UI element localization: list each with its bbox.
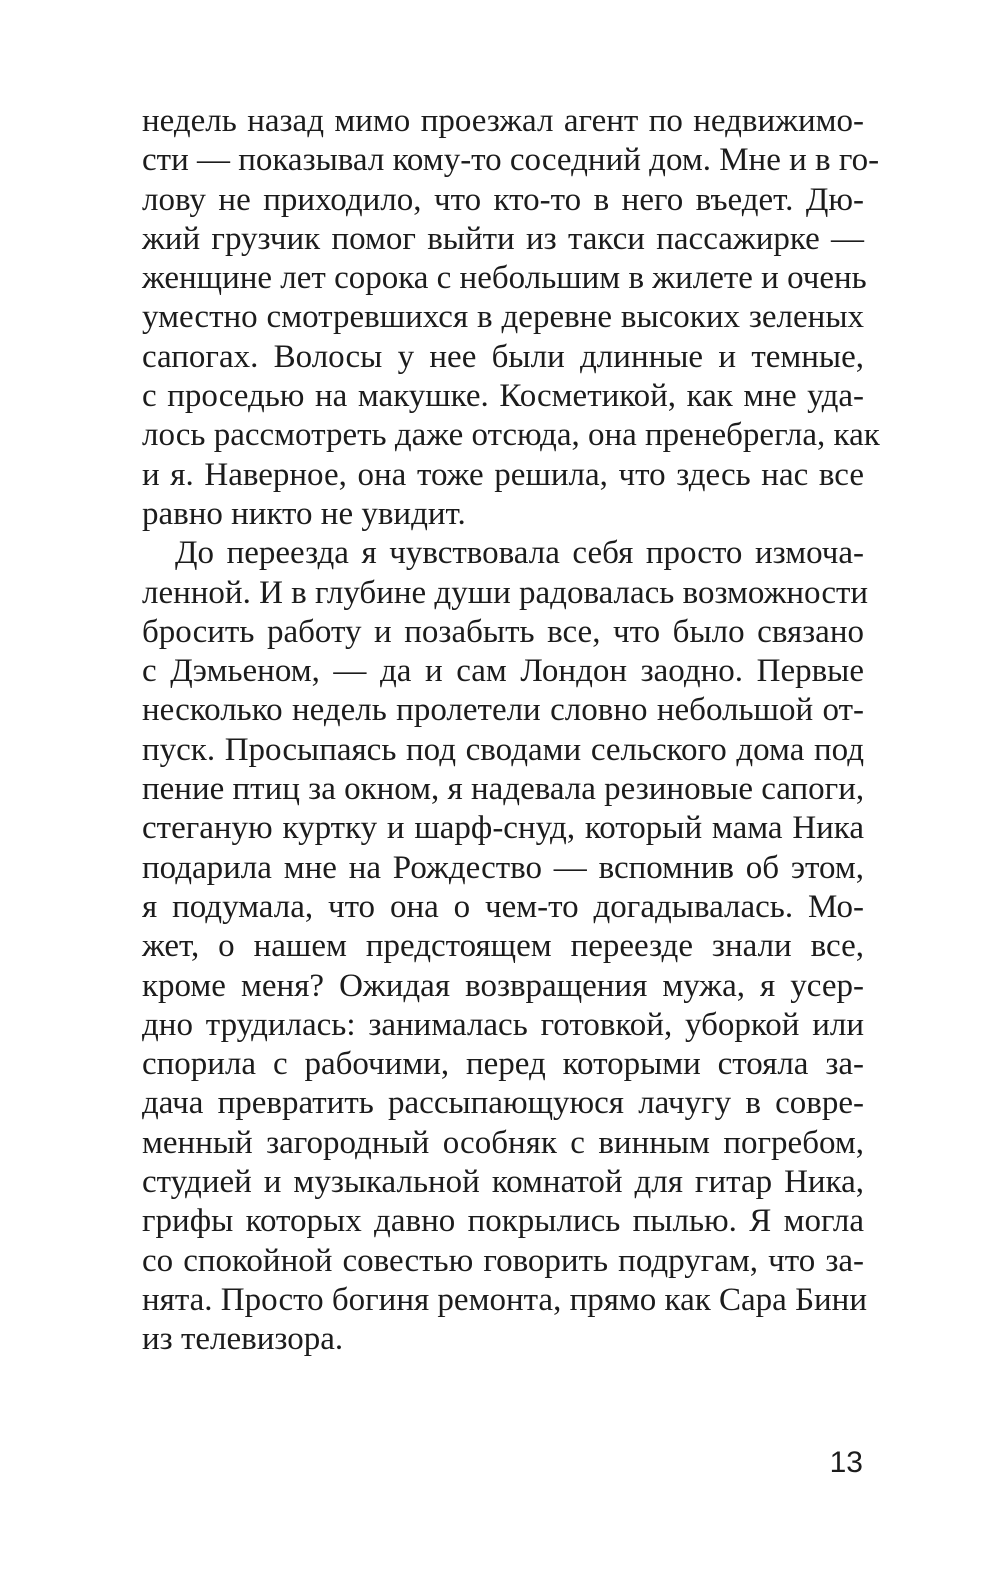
text-line: лось рассмотреть даже отсюда, она пренебрегла, как bbox=[142, 417, 880, 454]
text-line: пение птиц за окном, я надевала резиновые сапоги, bbox=[142, 771, 865, 808]
text-line: сапогах. Волосы у нее были длинные и темные, bbox=[142, 338, 864, 375]
text-line: нята. Просто богиня ремонта, прямо как Сара Бини bbox=[142, 1281, 868, 1318]
text-line: равно никто не увидит. bbox=[142, 495, 466, 532]
text-line: дача превратить рассыпающуюся лачугу в совре- bbox=[142, 1085, 864, 1122]
page-number: 13 bbox=[829, 1446, 863, 1479]
body-text bbox=[142, 102, 880, 1360]
text-line: лову не приходило, что кто-то в него въедет. Дю- bbox=[142, 181, 864, 218]
text-line: менный загородный особняк с винным погребом, bbox=[142, 1124, 864, 1161]
text-line: пуск. Просыпаясь под сводами сельского дома под bbox=[142, 731, 864, 768]
text-line: подарила мне на Рождество — вспомнив об этом, bbox=[142, 849, 864, 886]
text-line: жий грузчик помог выйти из такси пассажирке — bbox=[142, 220, 864, 257]
text-line: с проседью на макушке. Косметикой, как мне уда- bbox=[142, 378, 864, 415]
text-line: бросить работу и позабыть все, что было связано bbox=[142, 613, 864, 650]
text-line: жет, о нашем предстоящем переезде знали все, bbox=[142, 928, 864, 965]
paragraph-2 bbox=[142, 534, 869, 1359]
text-line: со спокойной совестью говорить подругам, что за- bbox=[142, 1242, 864, 1279]
text-line: и я. Наверное, она тоже решила, что здесь нас все bbox=[142, 456, 864, 493]
text-line: До переезда я чувствовала себя просто измоча- bbox=[175, 535, 864, 572]
text-line: женщине лет сорока с небольшим в жилете и очень bbox=[142, 260, 867, 297]
text-line: студией и музыкальной комнатой для гитар Ника, bbox=[142, 1164, 864, 1201]
paragraph-1 bbox=[142, 102, 880, 534]
text-line: дно трудилась: занималась готовкой, уборкой или bbox=[142, 1006, 864, 1043]
text-line: я подумала, что она о чем-то догадывалась. Мо- bbox=[142, 888, 864, 925]
text-line: из телевизора. bbox=[142, 1321, 344, 1358]
text-line: несколько недель пролетели словно небольшой от- bbox=[142, 692, 864, 729]
text-line: спорила с рабочими, перед которыми стояла за- bbox=[142, 1046, 864, 1083]
text-line: грифы которых давно покрылись пылью. Я могла bbox=[142, 1203, 864, 1240]
text-line: ленной. И в глубине души радовалась возможности bbox=[142, 574, 869, 611]
text-line: уместно смотревшихся в деревне высоких зеленых bbox=[142, 299, 864, 336]
text-line: недель назад мимо проезжал агент по недвижимо- bbox=[142, 103, 864, 139]
text-line: сти — показывал кому-то соседний дом. Мне и в го- bbox=[142, 142, 880, 179]
text-line: с Дэмьеном, — да и сам Лондон заодно. Первые bbox=[142, 653, 864, 690]
text-line: кроме меня? Ожидая возвращения мужа, я усер- bbox=[142, 967, 864, 1004]
text-line: стеганую куртку и шарф-снуд, который мама Ника bbox=[142, 810, 864, 847]
